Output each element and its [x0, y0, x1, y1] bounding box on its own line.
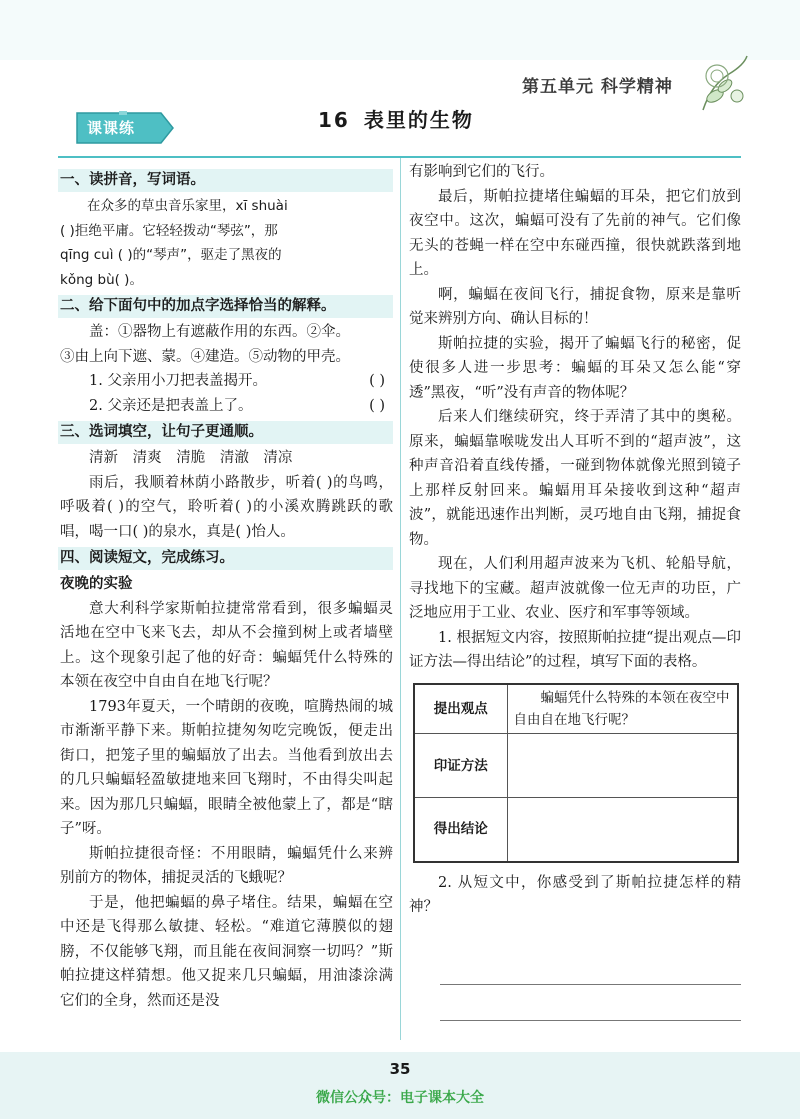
answer-line[interactable]	[440, 984, 741, 985]
page-number: 35	[389, 1060, 411, 1078]
table-label: 得出结论	[414, 798, 507, 862]
story-paragraph: 意大利科学家斯帕拉捷常常看到，很多蝙蝠灵活地在空中飞来飞去，却从不会撞到树上或者墙壁上。这个现象引起了他的好奇：蝙蝠凭什么特殊的本领在夜空中自由自在地飞行呢？	[60, 600, 393, 690]
table-row	[414, 734, 738, 798]
lesson-title	[318, 104, 474, 133]
word-options: 清新 清爽 清脆 清澈 清凉	[89, 450, 293, 466]
answer-blank[interactable]: ( )	[369, 397, 385, 414]
question-item	[60, 369, 393, 394]
table-cell: 蝙蝠凭什么特殊的本领在夜空中自由自在地飞行呢？	[507, 684, 738, 734]
story-paragraph: 最后，斯帕拉捷堵住蝙蝠的耳朵，把它们放到夜空中。这次，蝙蝠可没有了先前的神气。它们像无头的苍蝇一样在空中东碰西撞，很快就跌落到地上。	[409, 188, 741, 278]
plant-decoration-icon	[695, 52, 751, 116]
table-label: 印证方法	[414, 734, 507, 798]
section2-heading: 二、给下面句中的加点字选择恰当的解释。	[58, 295, 393, 318]
story-paragraph: 于是，他把蝙蝠的鼻子堵住。结果，蝙蝠在空中还是飞得那么敏捷、轻松。“难道它薄膜似的翅膀，不仅能够飞翔，而且能在夜间洞察一切吗？”斯帕拉捷这样猜想。他又捉来几只蝙蝠，用油漆涂满它们的全身，然而还是没	[60, 894, 393, 1009]
right-column	[409, 160, 741, 920]
table-row	[414, 798, 738, 862]
badge-label: 课课练	[87, 119, 136, 137]
section1-line: kǒng bù( )。	[60, 271, 143, 288]
section1-line: 在众多的草虫音乐家里，xī shuài	[87, 198, 288, 214]
top-band	[0, 0, 800, 60]
story-paragraph: 1793年夏天，一个晴朗的夜晚，喧腾热闹的城市渐渐平静下来。斯帕拉捷匆匆吃完晚饭，便走出街口，把笼子里的蝙蝠放了出去。当他看到放出去的几只蝙蝠轻盈敏捷地来回飞翔时，不由得尖叫起来。因为那几只蝙蝠，眼睛全被他蒙上了，都是“瞎子”呀。	[60, 698, 393, 837]
lesson-number: 16	[318, 108, 350, 132]
footer-text: 微信公众号：电子课本大全	[316, 1090, 484, 1106]
story-title: 夜晚的实验	[60, 576, 133, 592]
table-row	[414, 684, 738, 734]
column-divider	[400, 158, 401, 1040]
section1-line: ( )拒绝平庸。它轻轻拨动“琴弦”，那	[60, 222, 278, 239]
question-item	[60, 394, 393, 419]
question-1: 1. 根据短文内容，按照斯帕拉捷“提出观点—印证方法—得出结论”的过程，填写下面的表格。	[409, 629, 741, 670]
section3-heading: 三、选词填空，让句子更通顺。	[58, 421, 393, 444]
section4-heading: 四、阅读短文，完成练习。	[58, 547, 393, 570]
section1-line: qīng cuì ( )的“琴声”，驱走了黑夜的	[60, 247, 282, 263]
unit-label: 第五单元 科学精神	[522, 77, 673, 97]
answer-line[interactable]	[440, 1020, 741, 1021]
story-paragraph: 后来人们继续研究，终于弄清了其中的奥秘。原来，蝙蝠靠喉咙发出人耳听不到的“超声波”，这种声音沿着直线传播，一碰到物体就像光照到镜子上那样反射回来。蝙蝠用耳朵接收到这种“超声波”，就能迅速作出判断，灵巧地自由飞翔，捕捉食物。	[409, 409, 741, 548]
fill-in-paragraph: 雨后，我顺着林荫小路散步，听着( )的鸟鸣，呼吸着( )的空气，聆听着( )的小溪欢腾跳跃的歌唱，喝一口( )的泉水，真是( )怡人。	[60, 474, 393, 540]
story-paragraph: 有影响到它们的飞行。	[409, 164, 554, 180]
story-paragraph: 啊，蝙蝠在夜间飞行，捕捉食物，原来是靠听觉来辨别方向、确认目标的！	[409, 286, 741, 327]
question-text: 1. 父亲用小刀把表盖揭开。	[89, 373, 267, 389]
definition-line: ③由上向下遮、蒙。④建造。⑤动物的甲壳。	[60, 348, 350, 365]
story-paragraph: 斯帕拉捷很奇怪：不用眼睛，蝙蝠凭什么来辨别前方的物体，捕捉灵活的飞蛾呢？	[60, 845, 393, 886]
answer-table	[413, 683, 739, 863]
definition-line: 盖：①器物上有遮蔽作用的东西。②伞。	[89, 324, 350, 340]
left-column	[60, 166, 393, 1013]
question-2: 2. 从短文中，你感受到了斯帕拉捷怎样的精神？	[409, 874, 741, 915]
section1-heading: 一、读拼音，写词语。	[58, 169, 393, 192]
table-answer-cell[interactable]	[507, 734, 738, 798]
story-paragraph: 现在，人们利用超声波来为飞机、轮船导航，寻找地下的宝藏。超声波就像一位无声的功臣，广泛地应用于工业、农业、医疗和军事等领域。	[409, 556, 741, 621]
lesson-title-text: 表里的生物	[363, 108, 474, 132]
table-answer-cell[interactable]	[507, 798, 738, 862]
story-paragraph: 斯帕拉捷的实验，揭开了蝙蝠飞行的秘密，促使很多人进一步思考：蝙蝠的耳朵又怎么能“穿透”黑夜，“听”没有声音的物体呢？	[409, 335, 741, 401]
question-text: 2. 父亲还是把表盖上了。	[89, 397, 253, 414]
answer-blank[interactable]: ( )	[369, 373, 385, 389]
table-label: 提出观点	[414, 684, 507, 734]
